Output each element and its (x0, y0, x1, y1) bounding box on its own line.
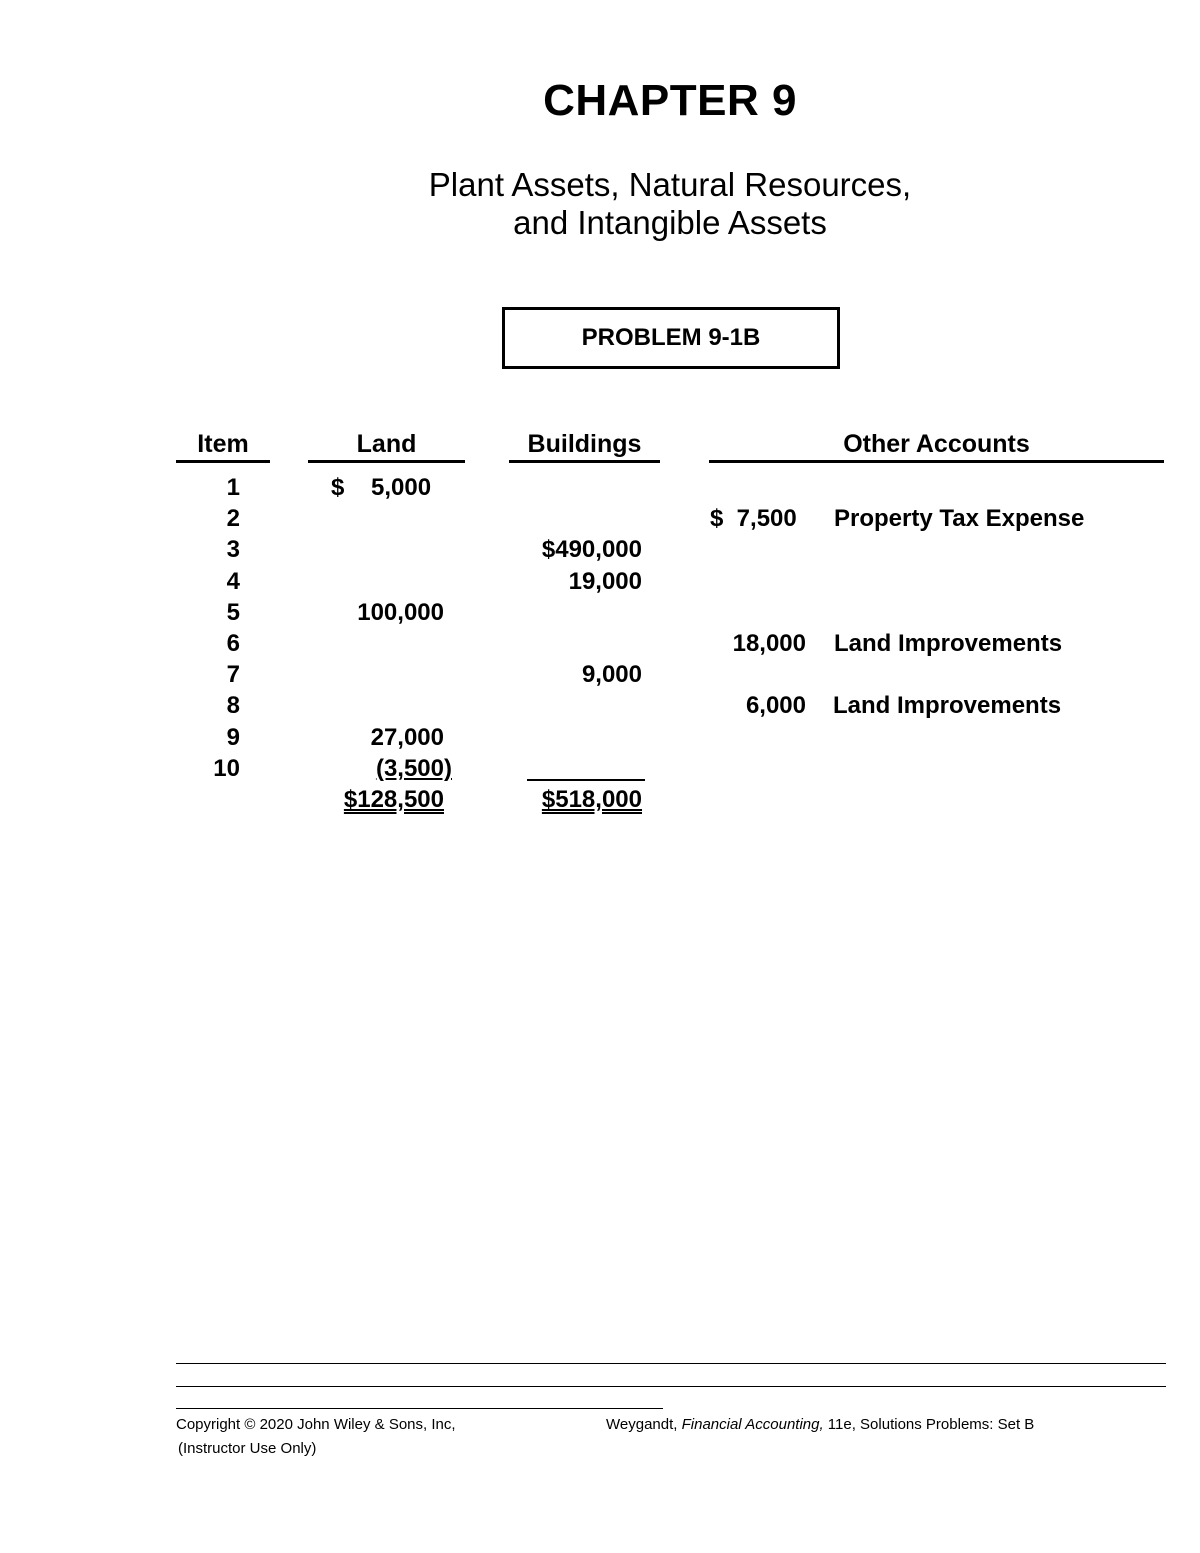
footer-rule-2 (176, 1386, 1166, 1387)
land-amount: 27,000 (370, 724, 444, 751)
other-account-name: Land Improvements (833, 692, 1062, 719)
footer-rule-1 (176, 1363, 1166, 1364)
item-number: 9 (226, 724, 240, 751)
problem-label: PROBLEM 9-1B (581, 324, 761, 351)
other-amount: 6,000 (745, 692, 806, 719)
land-amount: $ 5,000 (331, 474, 432, 501)
item-number: 8 (226, 692, 240, 719)
item-number: 2 (226, 505, 240, 532)
buildings-total: $518,000 (541, 786, 642, 813)
chapter-subtitle-line2: and Intangible Assets (513, 204, 827, 241)
footer-source (606, 1416, 1034, 1434)
buildings-total-rule (527, 779, 645, 781)
land-adjustment-value: (3,500) (375, 755, 452, 782)
item-number: 7 (226, 661, 240, 688)
footer-source-rest: 11e, Solutions Problems: Set B (823, 1416, 1035, 1433)
buildings-amount: $490,000 (541, 536, 642, 563)
chapter-subtitle-line1: Plant Assets, Natural Resources, (428, 166, 912, 203)
column-header-other-accounts: Other Accounts (709, 430, 1164, 463)
land-amount: 100,000 (357, 599, 444, 626)
problem-box (502, 307, 840, 369)
footer-copyright: Copyright © 2020 John Wiley & Sons, Inc, (176, 1416, 456, 1433)
item-number: 3 (226, 536, 240, 563)
land-amount (330, 755, 452, 783)
footer-instructor-note: (Instructor Use Only) (178, 1440, 317, 1457)
footer-source-title: Financial Accounting, (681, 1416, 824, 1433)
column-header-land: Land (308, 430, 465, 463)
item-number: 1 (226, 474, 240, 501)
column-header-item: Item (176, 430, 270, 463)
other-amount: 18,000 (732, 630, 806, 657)
other-amount: $ 7,500 (710, 505, 797, 532)
item-number: 4 (226, 568, 240, 595)
footer-source-author: Weygandt, (606, 1416, 682, 1433)
footer-rule-3 (176, 1408, 663, 1409)
land-total: $128,500 (343, 786, 444, 813)
other-account-name: Property Tax Expense (834, 505, 1085, 532)
column-header-buildings: Buildings (509, 430, 660, 463)
buildings-amount: 9,000 (581, 661, 642, 688)
item-number: 10 (213, 755, 240, 782)
item-number: 5 (226, 599, 240, 626)
chapter-title: CHAPTER 9 (543, 76, 797, 125)
item-number: 6 (226, 630, 240, 657)
buildings-amount: 19,000 (568, 568, 642, 595)
other-account-name: Land Improvements (834, 630, 1063, 657)
